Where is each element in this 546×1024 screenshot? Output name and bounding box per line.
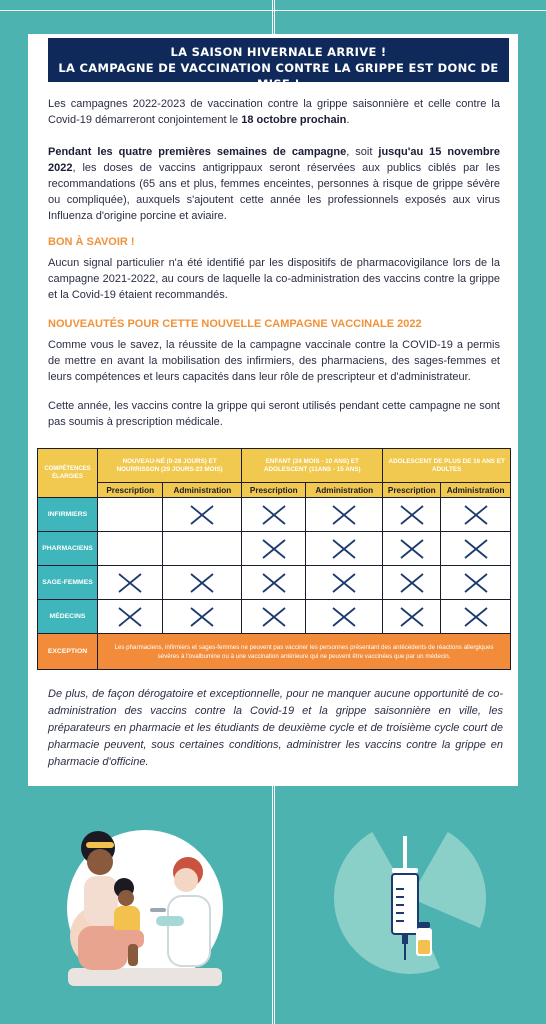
table-cell — [163, 566, 242, 600]
table-cell — [306, 532, 383, 566]
sub-header-prescription: Prescription — [383, 483, 441, 498]
cross-mark-icon — [463, 572, 489, 594]
table-cell — [383, 532, 441, 566]
cross-mark-icon — [331, 572, 357, 594]
bon-a-savoir-text: Aucun signal particulier n'a été identifié par les dispositifs de pharmacovigilance lors de la campagne 2021-2022, au cours de laquelle la co-administration des vaccins contre la grippe et la Covid-19 étaient recommandés. — [48, 257, 500, 301]
row-label-sage-femmes: SAGE-FEMMES — [38, 566, 98, 600]
cross-mark-icon — [399, 504, 425, 526]
table-cell — [98, 532, 163, 566]
table-cell — [441, 566, 511, 600]
cross-mark-icon — [189, 606, 215, 628]
campaign-text-1: , soit — [346, 146, 379, 158]
table-corner-header: COMPÉTENCES ÉLARGIES — [38, 449, 98, 498]
cross-mark-icon — [261, 538, 287, 560]
nouveautes-paragraph-2: Cette année, les vaccins contre la grippe qui seront utilisés pendant cette campagne ne sont pas soumis à prescription médicale. — [48, 400, 500, 428]
cross-mark-icon — [463, 504, 489, 526]
row-label-pharmaciens: PHARMACIENS — [38, 532, 98, 566]
campaign-text-2: , les doses de vaccins antigrippaux seront réservées aux publics ciblés par les recommandations (65 ans et plus, femmes enceintes, personnes à risque de grippe sévère ou compliquée), auxquels s'ajoutent cette année les professionnels exposés aux virus Influenza d'origine porcine et aviaire. — [48, 162, 500, 222]
intro-text: Les campagnes 2022-2023 de vaccination contre la grippe saisonnière et celle contre la Covid-19 démarreront conjointement le — [48, 98, 500, 126]
table-cell — [242, 532, 306, 566]
campaign-bold-2: jusqu'au 15 novembre 2022 — [48, 146, 500, 174]
campaign-bold-1: Pendant les quatre premières semaines de campagne — [48, 146, 347, 158]
banner-line-1: LA SAISON HIVERNALE ARRIVE ! — [170, 45, 387, 59]
exception-text: Les pharmaciens, infirmiers et sages-femmes ne peuvent pas vacciner les personnes présentant des antécédents de réactions allergiques sévères à l'ovalbumine ou à une vaccination antérieure qui ne peuvent être vaccinées que par un médecin. — [98, 634, 511, 670]
sub-header-prescription: Prescription — [242, 483, 306, 498]
nouveautes-heading: NOUVEAUTÉS POUR CETTE NOUVELLE CAMPAGNE VACCINALE 2022 — [48, 318, 422, 330]
intro-date: 18 octobre prochain — [241, 114, 347, 126]
table-cell — [441, 498, 511, 532]
group-header-child: ENFANT (24 MOIS - 10 ANS) ET ADOLESCENT (11ANS - 15 ANS) — [242, 449, 383, 483]
table-cell — [242, 600, 306, 634]
table-cell — [383, 498, 441, 532]
table-row — [38, 532, 511, 566]
cross-mark-icon — [117, 572, 143, 594]
cross-mark-icon — [399, 538, 425, 560]
cross-mark-icon — [261, 606, 287, 628]
table-row — [38, 566, 511, 600]
cross-mark-icon — [399, 606, 425, 628]
group-header-adult: ADOLESCENT DE PLUS DE 16 ANS ET ADULTES — [383, 449, 511, 483]
table-cell — [383, 566, 441, 600]
table-cell — [306, 498, 383, 532]
cross-mark-icon — [189, 572, 215, 594]
table-cell — [98, 600, 163, 634]
campaign-paragraph — [48, 144, 500, 224]
sub-header-prescription: Prescription — [98, 483, 163, 498]
table-row — [38, 600, 511, 634]
cross-mark-icon — [117, 606, 143, 628]
cross-mark-icon — [331, 538, 357, 560]
table-cell — [242, 498, 306, 532]
syringe-icon — [330, 818, 490, 978]
table-cell — [383, 600, 441, 634]
bon-a-savoir-heading: BON À SAVOIR ! — [48, 236, 135, 248]
table-cell — [163, 600, 242, 634]
cross-mark-icon — [261, 504, 287, 526]
table-cell — [441, 532, 511, 566]
title-banner — [48, 38, 509, 91]
top-divider — [0, 10, 546, 11]
cross-mark-icon — [463, 538, 489, 560]
row-label-infirmiers: INFIRMIERS — [38, 498, 98, 532]
banner-line-2: LA CAMPAGNE DE VACCINATION CONTRE LA GRIPPE EST DONC DE MISE ! — [58, 61, 499, 91]
group-header-newborn: NOUVEAU-NÉ (0-28 JOURS) ET NOURRISSON (29 JOURS-23 MOIS) — [98, 449, 242, 483]
closing-paragraph: De plus, de façon dérogatoire et exceptionnelle, pour ne manquer aucune opportunité de co-administration des vaccins contre la Covid-19 et la grippe saisonnière en ville, les préparateurs en pharmacie et les étudiants de deuxième cycle et de troisième cycle court de pharmacie peuvent, sous certaines conditions, administrer les vaccins contre la grippe en pharmacie d'officine. — [48, 688, 503, 768]
cross-mark-icon — [331, 504, 357, 526]
cross-mark-icon — [463, 606, 489, 628]
sub-header-administration: Administration — [163, 483, 242, 498]
nouveautes-paragraph-1: Comme vous le savez, la réussite de la campagne vaccinale contre la COVID-19 a permis de mettre en avant la mobilisation des infirmiers, des pharmaciens, des sages-femmes et leurs compétences et leurs capacités dans leur rôle de prescripteur et d'administrateur. — [48, 339, 500, 383]
table-cell — [441, 600, 511, 634]
table-cell — [163, 498, 242, 532]
sub-header-administration: Administration — [306, 483, 383, 498]
table-cell — [242, 566, 306, 600]
table-cell — [306, 566, 383, 600]
intro-end: . — [346, 114, 350, 126]
cross-mark-icon — [399, 572, 425, 594]
table-cell — [306, 600, 383, 634]
intro-paragraph — [48, 96, 500, 128]
exception-label: EXCEPTION — [38, 634, 98, 670]
vaccination-illustration — [60, 818, 230, 988]
cross-mark-icon — [189, 504, 215, 526]
table-cell — [98, 566, 163, 600]
cross-mark-icon — [331, 606, 357, 628]
table-row — [38, 498, 511, 532]
competences-table — [37, 448, 511, 670]
table-cell — [163, 532, 242, 566]
sub-header-administration: Administration — [441, 483, 511, 498]
row-label-medecins: MÉDECINS — [38, 600, 98, 634]
table-cell — [98, 498, 163, 532]
cross-mark-icon — [261, 572, 287, 594]
